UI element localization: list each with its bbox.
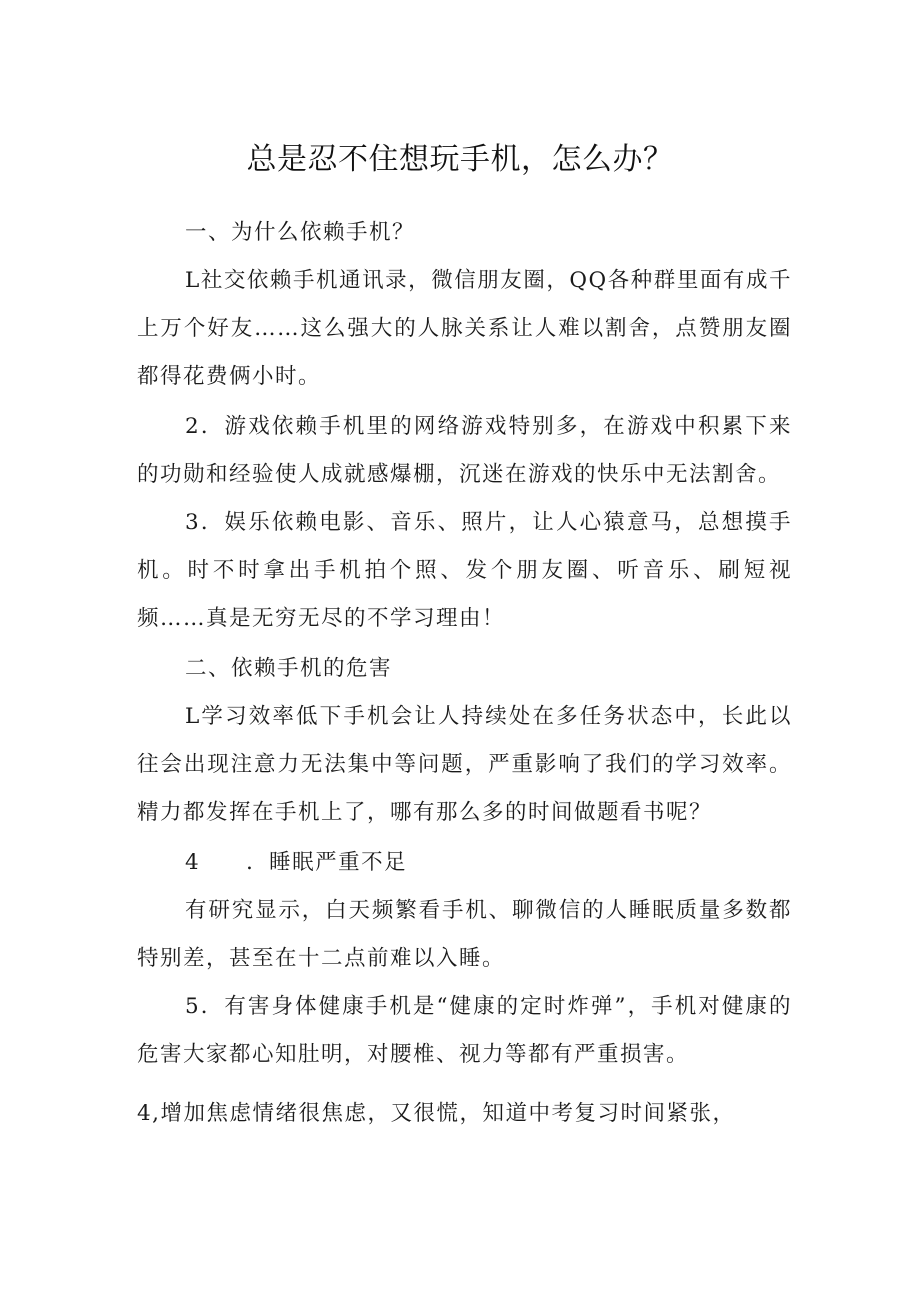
paragraph-game-dependence: 2．游戏依赖手机里的网络游戏特别多，在游戏中积累下来的功勋和经验使人成就感爆棚，沉迷在游戏的快乐中无法割舍。 bbox=[137, 414, 792, 487]
paragraph-sleep-heading: 4 ．睡眠严重不足 bbox=[185, 850, 408, 875]
heading-why-depend: 一、为什么依赖手机？ bbox=[185, 220, 416, 245]
document-title: 总是忍不住想玩手机，怎么办？ bbox=[246, 142, 674, 177]
heading-harms: 二、依赖手机的危害 bbox=[185, 656, 393, 681]
paragraph-health-harm: 5．有害身体健康手机是“健康的定时炸弹”，手机对健康的危害大家都心知肚明，对腰椎、视力等都有严重损害。 bbox=[137, 994, 792, 1067]
paragraph-low-efficiency: L学习效率低下手机会让人持续处在多任务状态中，长此以往会出现注意力无法集中等问题，严重影响了我们的学习效率。精力都发挥在手机上了，哪有那么多的时间做题看书呢？ bbox=[137, 704, 792, 825]
paragraph-sleep-research: 有研究显示，白天频繁看手机、聊微信的人睡眠质量多数都特别差，甚至在十二点前难以入睡。 bbox=[137, 898, 792, 971]
paragraph-entertainment-dependence: 3．娱乐依赖电影、音乐、照片，让人心猿意马，总想摸手机。时不时拿出手机拍个照、发个朋友圈、听音乐、刷短视频……真是无穷无尽的不学习理由！ bbox=[137, 510, 792, 631]
paragraph-anxiety: 4,增加焦虑情绪很焦虑，又很慌，知道中考复习时间紧张， bbox=[137, 1101, 736, 1126]
paragraph-social-dependence: L社交依赖手机通讯录，微信朋友圈，QQ各种群里面有成千上万个好友……这么强大的人脉关系让人难以割舍，点赞朋友圈都得花费俩小时。 bbox=[137, 268, 792, 389]
